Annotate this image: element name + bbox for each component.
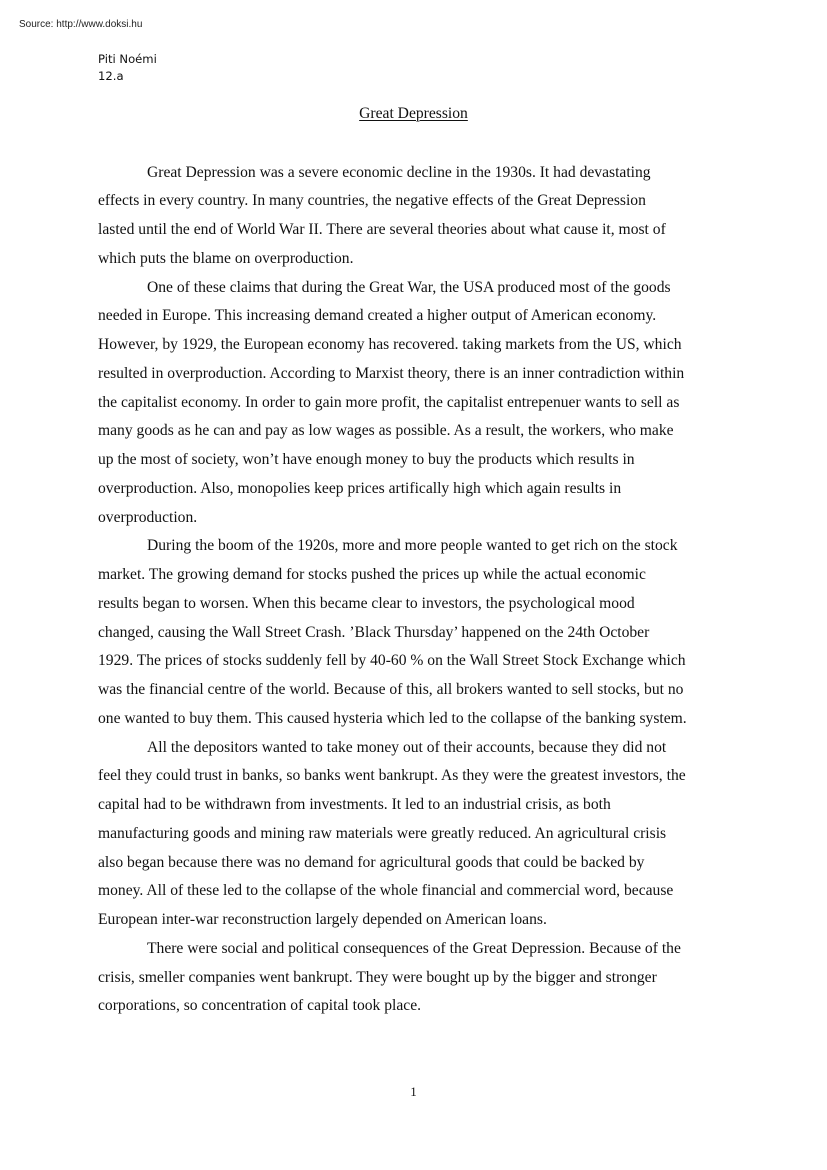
paragraph-line: corporations, so concentration of capital took place.: [98, 997, 422, 1015]
paragraph-line: lasted until the end of World War II. There are several theories about what cause it, most of: [98, 221, 666, 238]
paragraph-line: European inter-war reconstruction largely depended on American loans.: [98, 911, 547, 928]
paragraph-line: One of these claims that during the Great War, the USA produced most of the goods: [147, 278, 671, 296]
paragraph-line: was the financial centre of the world. Because of this, all brokers wanted to sell stocks, but no: [98, 681, 684, 698]
paragraph-line: However, by 1929, the European economy has recovered. taking markets from the US, which: [98, 336, 682, 353]
author-class: 12.a: [98, 69, 124, 83]
paragraph-line: which puts the blame on overproduction.: [98, 249, 354, 267]
paragraph-line: manufacturing goods and mining raw materials were greatly reduced. An agricultural crisis: [98, 824, 667, 842]
paragraph-line: There were social and political consequences of the Great Depression. Because of the: [147, 939, 681, 957]
paragraph-line: up the most of society, won’t have enough money to buy the products which results in: [98, 451, 635, 468]
document-title: [0, 104, 827, 124]
paragraph-line: also began because there was no demand for agricultural goods that could be backed by: [98, 853, 645, 871]
paragraph-line: market. The growing demand for stocks pushed the prices up while the actual economic: [98, 566, 646, 583]
source-url: Source: http://www.doksi.hu: [19, 19, 143, 30]
author-name: Piti Noémi: [98, 52, 157, 66]
paragraph-line: 1929. The prices of stocks suddenly fell by 40-60 % on the Wall Street Stock Exchange which: [98, 652, 686, 670]
paragraph-line: crisis, smeller companies went bankrupt. They were bought up by the bigger and stronger: [98, 968, 657, 986]
paragraph: [98, 734, 738, 935]
paragraph-line: Great Depression was a severe economic decline in the 1930s. It had devastating: [147, 163, 651, 181]
paragraph-line: feel they could trust in banks, so banks went bankrupt. As they were the greatest investors, the: [98, 767, 686, 785]
paragraph-line: All the depositors wanted to take money out of their accounts, because they did not: [147, 738, 667, 756]
page-number: 1: [410, 1084, 417, 1099]
paragraph-line: results began to worsen. When this became clear to investors, the psychological mood: [98, 594, 635, 612]
paragraph: [98, 935, 738, 1021]
document-title-text: Great Depression: [359, 105, 468, 122]
paragraph: [98, 274, 738, 533]
paragraph-line: overproduction. Also, monopolies keep prices artifically high which again results in: [98, 479, 622, 497]
paragraph-line: changed, causing the Wall Street Crash. ’Black Thursday’ happened on the 24th October: [98, 623, 650, 641]
author-block: [98, 51, 157, 85]
paragraph-line: effects in every country. In many countries, the negative effects of the Great Depression: [98, 192, 646, 210]
paragraph-line: many goods as he can and pay as low wages as possible. As a result, the workers, who make: [98, 422, 674, 440]
paragraph-line: capital had to be withdrawn from investments. It led to an industrial crisis, as both: [98, 796, 611, 813]
paragraph-line: money. All of these led to the collapse of the whole financial and commercial word, because: [98, 882, 674, 900]
paragraph: [98, 532, 738, 733]
paragraph-line: needed in Europe. This increasing demand created a higher output of American economy.: [98, 307, 657, 325]
paragraph: [98, 159, 738, 274]
paragraph-line: one wanted to buy them. This caused hysteria which led to the collapse of the banking system.: [98, 709, 687, 727]
paragraph-line: resulted in overproduction. According to Marxist theory, there is an inner contradiction within: [98, 364, 685, 382]
paragraph-line: overproduction.: [98, 508, 198, 526]
paragraph-line: the capitalist economy. In order to gain more profit, the capitalist entrepenuer wants to sell as: [98, 393, 680, 411]
paragraph-line: During the boom of the 1920s, more and more people wanted to get rich on the stock: [147, 537, 678, 555]
document-body: [98, 159, 738, 1022]
